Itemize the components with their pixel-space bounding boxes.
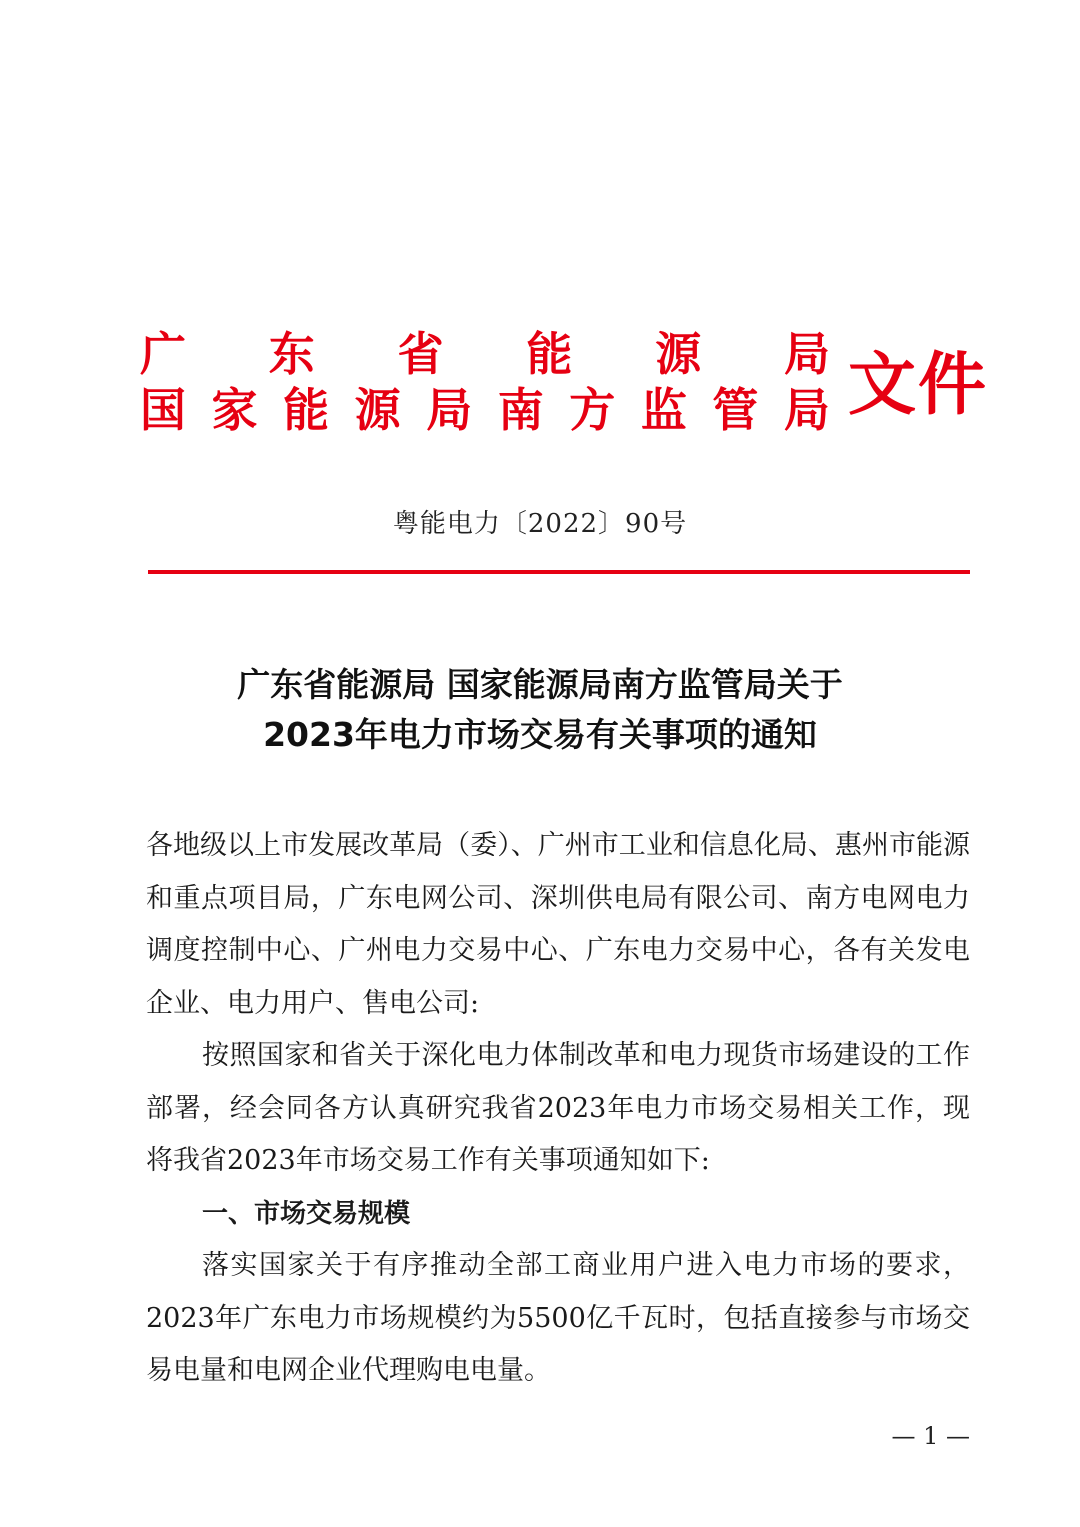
masthead-char: 家: [211, 383, 258, 437]
masthead-char: 国: [140, 383, 186, 437]
section-1-paragraph: 落实国家关于有序推动全部工商业用户进入电力市场的要求，2023年广东电力市场规模约为5500亿千瓦时，包括直接参与市场交易电量和电网企业代理购电电量。: [146, 1250, 970, 1386]
masthead-char: 监: [640, 383, 687, 437]
masthead-char: 局: [783, 327, 830, 381]
masthead-char: 局: [426, 383, 473, 437]
masthead-suffix-wenjian: 文件: [848, 346, 989, 425]
masthead-char: 管: [712, 383, 759, 437]
masthead-org-nea-southern-bureau: [140, 384, 830, 436]
masthead-char: 能: [283, 383, 330, 437]
masthead-char: 局: [783, 383, 830, 437]
title-line-2: 2023年电力市场交易有关事项的通知: [263, 715, 817, 754]
section-1-heading: 一、市场交易规模: [202, 1198, 411, 1229]
masthead-char: 源: [655, 327, 702, 381]
red-divider-line: [148, 570, 970, 574]
masthead-char: 东: [268, 327, 315, 381]
masthead-char: 能: [526, 327, 573, 381]
masthead-org-guangdong-energy-bureau: [140, 328, 830, 380]
title-line-1: 广东省能源局 国家能源局南方监管局关于: [237, 665, 843, 704]
masthead-char: 方: [569, 383, 616, 437]
page-number: — 1 —: [891, 1422, 970, 1450]
document-number: 粤能电力〔2022〕90号: [392, 509, 688, 539]
addressees-paragraph: 各地级以上市发展改革局（委）、广州市工业和信息化局、惠州市能源和重点项目局，广东电网公司、深圳供电局有限公司、南方电网电力调度控制中心、广州电力交易中心、广东电力交易中心，各有关发电企业、电力用户、售电公司:: [146, 830, 970, 1019]
document-title: [0, 660, 1080, 760]
intro-paragraph: 按照国家和省关于深化电力体制改革和电力现货市场建设的工作部署，经会同各方认真研究我省2023年电力市场交易相关工作，现将我省2023年市场交易工作有关事项通知如下:: [146, 1040, 970, 1176]
masthead-char: 南: [497, 383, 544, 437]
masthead-char: 省: [397, 327, 444, 381]
document-body: [146, 820, 970, 1398]
red-masthead: [140, 326, 990, 446]
masthead-char: 广: [140, 327, 186, 381]
masthead-char: 源: [354, 383, 401, 437]
